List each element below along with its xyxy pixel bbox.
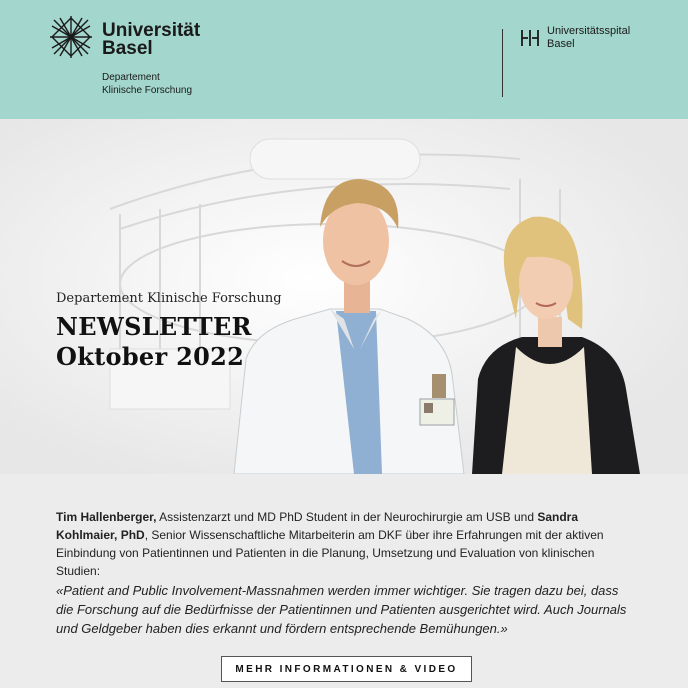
department-name bbox=[102, 71, 192, 97]
intro-text-2: , Senior Wissenschaftliche Mitarbeiterin am DKF über ihre Erfahrungen mit der aktiven Einbindung von Patientinnen und Patienten in die Planung, Umsetzung und Evaluation von klinischen Studien: bbox=[56, 528, 604, 578]
hospital-name bbox=[547, 25, 630, 51]
department-line2: Klinische Forschung bbox=[102, 85, 193, 96]
usb-bracket-icon bbox=[519, 29, 541, 47]
department-line1: Departement bbox=[102, 72, 160, 83]
hero-title bbox=[56, 312, 252, 372]
hero-title-line1: NEWSLETTER bbox=[56, 312, 252, 341]
newsletter-header bbox=[0, 0, 688, 119]
university-basel-logo-icon bbox=[48, 14, 94, 60]
hero-title-line2: Oktober 2022 bbox=[56, 342, 245, 371]
hero-subtitle: Departement Klinische Forschung bbox=[56, 291, 282, 306]
header-divider bbox=[502, 29, 503, 97]
person-man-figure bbox=[234, 179, 464, 474]
intro-paragraph bbox=[56, 508, 636, 580]
hospital-name-line2: Basel bbox=[547, 38, 575, 50]
university-name bbox=[102, 22, 200, 58]
university-name-line2: Basel bbox=[102, 38, 153, 59]
more-info-video-button[interactable]: MEHR INFORMATIONEN & VIDEO bbox=[221, 656, 472, 682]
person-name-2: Sandra Kohlmaier, PhD bbox=[56, 510, 579, 542]
university-name-line1: Universität bbox=[102, 20, 201, 41]
person-woman-figure bbox=[472, 217, 640, 474]
person-name-1: Tim Hallenberger, bbox=[56, 510, 157, 524]
intro-text-1: Assistenzarzt und MD PhD Student in der Neurochirurgie am USB und bbox=[156, 510, 538, 524]
pull-quote: «Patient and Public Involvement-Massnahmen werden immer wichtiger. Sie tragen dazu bei, dass die Forschung auf die Bedürfnisse der Patientinnen und Patienten ausgerichtet wird. Auch Journals und Geldgeber haben dies erkannt und fördern entsprechende Bemühungen.» bbox=[56, 583, 627, 636]
hospital-name-line1: Universitätsspital bbox=[547, 25, 631, 37]
hero-banner bbox=[0, 119, 688, 474]
portrait-photo bbox=[232, 169, 640, 474]
